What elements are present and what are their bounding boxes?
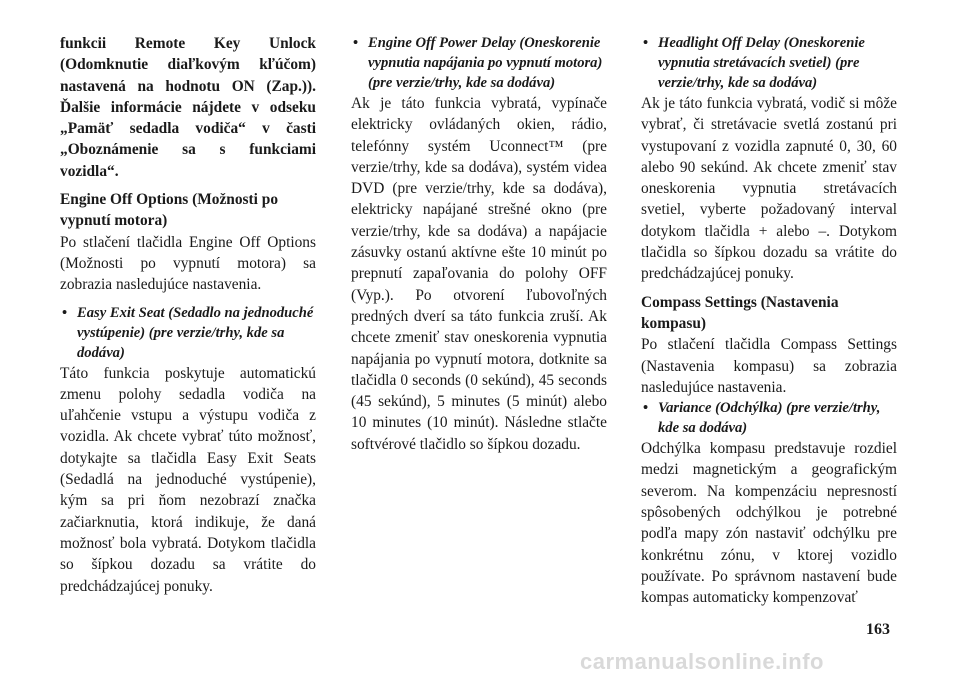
paragraph: Po stlačení tlačidla Engine Off Options (Možnosti po vypnutí motora) sa zobrazia nasledujúce nastavenia. xyxy=(60,233,316,294)
bullet-icon: • xyxy=(62,304,68,321)
paragraph: Odchýlka kompasu predstavuje rozdiel medzi magnetickým a geografickým severom. Na kompenzáciu nepresností spôsobených odchýlkou je potrebné podľa mapy zón nastaviť odchýlku pre konkrétnu zónu, v ktorej vozidlo používate. Po správnom nastavení bude kompas automaticky kompenzovať xyxy=(641,440,897,607)
section-heading-engine-off-options: Engine Off Options (Možnosti po vypnutí motora) xyxy=(60,191,279,230)
bullet-title: Easy Exit Seat (Sedadlo na jednoduché vystúpenie) (pre verzie/trhy, kde sa dodáva) xyxy=(77,304,314,361)
paragraph: Ak je táto funkcia vybratá, vodič si môže vybrať, či stretávacie svetlá zostanú pri vystupovaní z vozidla zapnuté 0, 30, 60 alebo 90 sekúnd. Ak chcete zmeniť stav oneskorenia vypnutia stretávacích svetiel, vyberte požadovaný interval dotykom tlačidla + alebo –. Dotykom tlačidla so šípkou dozadu sa vrátite do predchádzajúcej ponuky. xyxy=(641,95,897,283)
watermark: carmanualsonline.info xyxy=(580,649,824,674)
bullet-title: Variance (Odchýlka) (pre verzie/trhy, kde sa dodáva) xyxy=(658,400,881,437)
paragraph: Táto funkcia poskytuje automatickú zmenu polohy sedadla vodiča na uľahčenie vstupu a výstupu vodiča z vozidla. Ak chcete vybrať túto možnosť, dotykajte sa tlačidla Easy Exit Seats (Sedadlá na jednoduché vystúpenie), kým sa pri ňom nezobrazí značka začiarknutia, ktorá indikuje, že daná možnosť bola vybratá. Dotykom tlačidla so šípkou dozadu sa vrátite do predchádzajúcej ponuky. xyxy=(60,364,316,595)
bullet-heading-headlight-off-delay xyxy=(641,33,897,93)
page-number: 163 xyxy=(866,621,890,638)
bullet-icon: • xyxy=(643,400,649,417)
column-left xyxy=(60,33,316,597)
bullet-icon: • xyxy=(353,35,359,51)
paragraph: Po stlačení tlačidla Compass Settings (Nastavenia kompasu) sa zobrazia nasledujúce nastavenia. xyxy=(641,336,897,396)
section-heading-compass-settings: Compass Settings (Nastavenia kompasu) xyxy=(641,293,839,332)
intro-paragraph: funkcii Remote Key Unlock (Odomknutie diaľkovým kľúčom) nastavená na hodnotu ON (Zap.)). Ďalšie informácie nájdete v odseku „Pamäť sedadla vodiča“ v časti „Oboznámenie sa s funkciami vozidla“. xyxy=(60,35,316,180)
bullet-heading-variance xyxy=(641,398,897,438)
column-right xyxy=(641,33,897,609)
bullet-title: Headlight Off Delay (Oneskorenie vypnutia stretávacích svetiel) (pre verzie/trhy, kde sa dodáva) xyxy=(658,35,865,91)
column-middle xyxy=(351,33,607,455)
bullet-heading-engine-off-power-delay xyxy=(351,33,607,93)
bullet-icon: • xyxy=(643,35,649,51)
bullet-heading-easy-exit-seat xyxy=(60,303,316,363)
paragraph: Ak je táto funkcia vybratá, vypínače elektricky ovládaných okien, rádio, telefónny systém Uconnect™ (pre verzie/trhy, kde sa dodáva), systém videa DVD (pre verzie/trhy, kde sa dodáva), elektricky napájané strešné okno (pre verzie/trhy, kde sa dodáva) a napájacie zásuvky ostanú aktívne ešte 10 minút po prepnutí zapaľovania do polohy OFF (Vyp.). Po otvorení ľubovoľných predných dverí sa táto funkcia zruší. Ak chcete zmeniť stav oneskorenia vypnutia napájania po vypnutí motora, dotknite sa tlačidla 0 seconds (0 sekúnd), 45 seconds (45 sekúnd), 5 minutes (5 minút) alebo 10 minutes (10 minút). Následne stlačte softvérové tlačidlo so šípkou dozadu. xyxy=(351,95,607,453)
bullet-title: Engine Off Power Delay (Oneskorenie vypnutia napájania po vypnutí motora) (pre verzie/trhy, kde sa dodáva) xyxy=(368,35,603,91)
